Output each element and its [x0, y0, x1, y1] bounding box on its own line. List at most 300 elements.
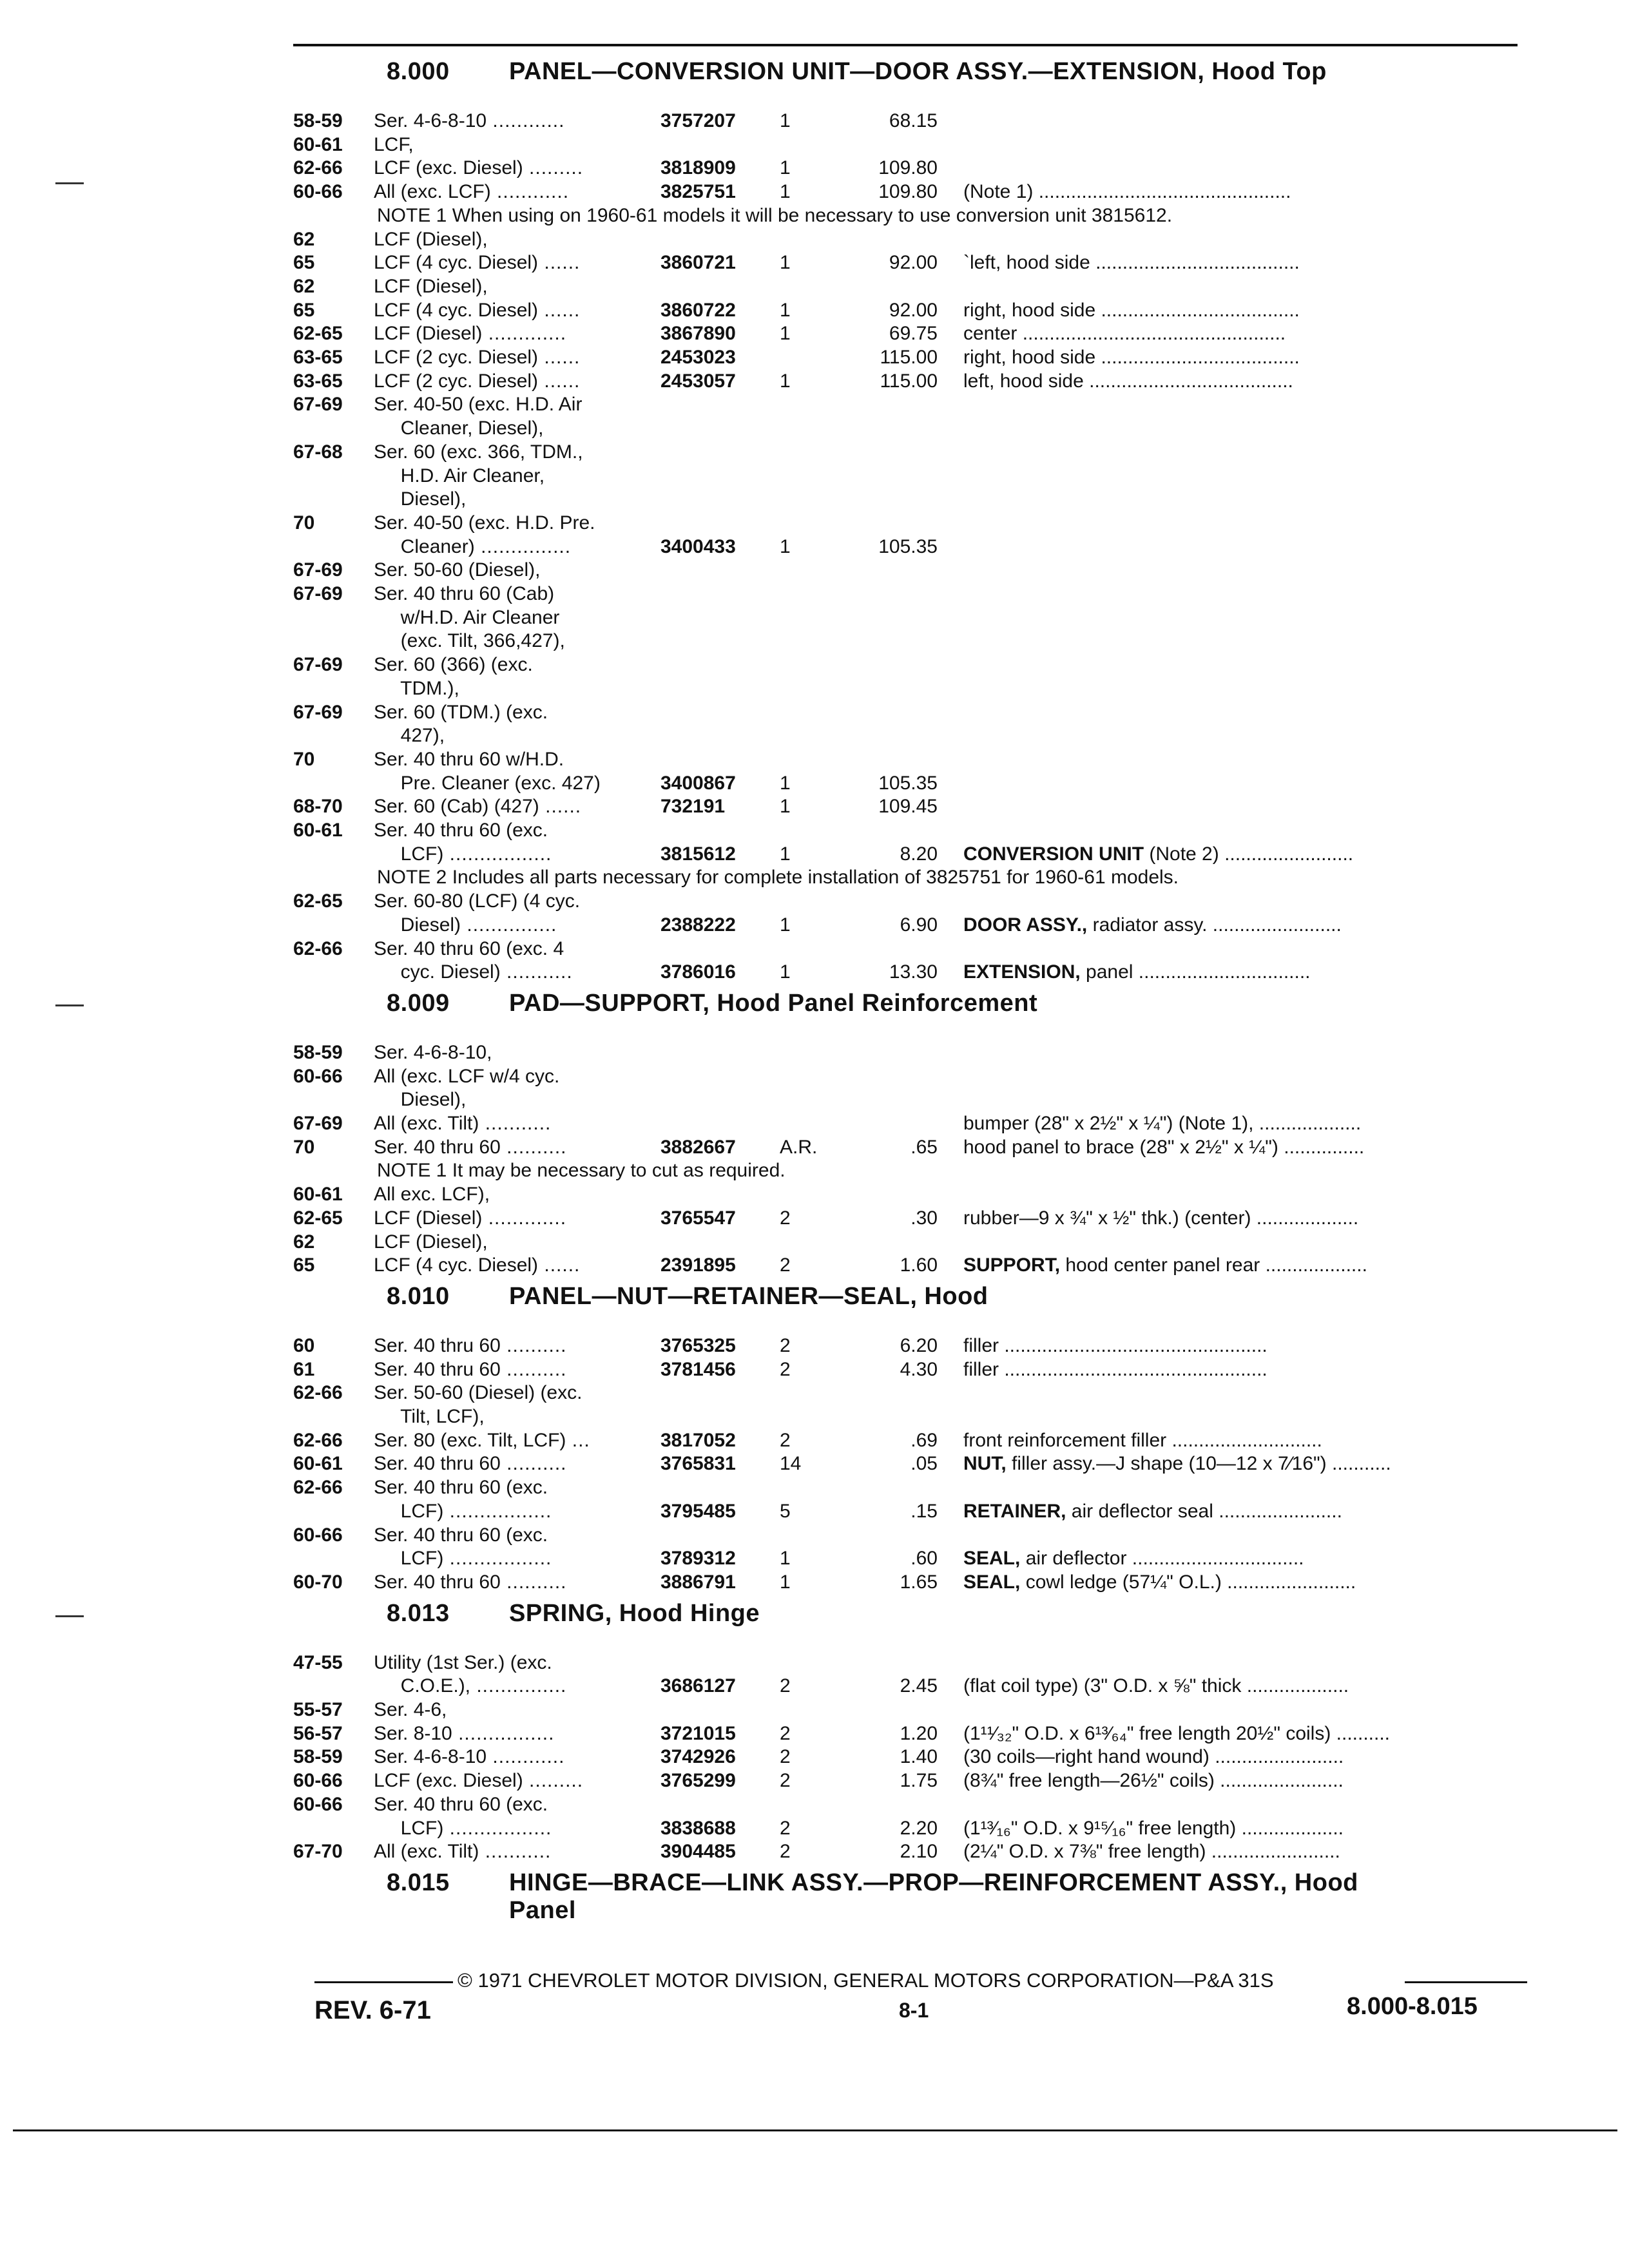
model-years: 67-69 — [293, 1113, 343, 1134]
parts-row — [0, 748, 1629, 771]
part-name: RETAINER, — [963, 1500, 1066, 1522]
part-description — [963, 843, 1353, 866]
leader-dots: .......... — [500, 1358, 567, 1380]
parts-row — [0, 512, 1629, 535]
model-text: Pre. Cleaner (exc. 427) — [374, 772, 601, 794]
footnote: NOTE 1 It may be necessary to cut as required. — [377, 1160, 786, 1182]
part-detail: (Note 1) ............................................... — [963, 181, 1291, 203]
model-application — [374, 417, 543, 440]
model-years: 60-66 — [293, 1065, 343, 1087]
model-years: 62 — [293, 275, 315, 297]
model-application — [374, 1817, 552, 1840]
model-text: LCF) — [374, 1817, 444, 1839]
model-application — [374, 1651, 552, 1675]
model-text: LCF (Diesel), — [374, 1231, 488, 1253]
parts-row — [0, 795, 1629, 818]
list-price: 92.00 — [889, 299, 938, 321]
model-years: 60-66 — [293, 1524, 343, 1546]
bottom-rule — [13, 2129, 1617, 2131]
parts-row — [0, 1112, 1629, 1135]
list-price: 68.15 — [889, 110, 938, 131]
model-years: 67-70 — [293, 1841, 343, 1863]
model-text: LCF (2 cyc. Diesel) — [374, 370, 539, 392]
model-text: Ser. 40 thru 60 — [374, 1358, 501, 1380]
model-years: 70 — [293, 512, 315, 533]
list-price: 1.75 — [900, 1770, 938, 1792]
quantity: 1 — [780, 110, 791, 131]
section-heading — [387, 1869, 1358, 1925]
model-text: All (exc. Tilt) — [374, 1113, 479, 1134]
part-description — [963, 180, 1291, 204]
model-application — [374, 1698, 447, 1722]
quantity: 1 — [780, 157, 791, 179]
list-price: 6.20 — [900, 1334, 938, 1356]
model-application — [374, 1500, 552, 1523]
part-number: 3882667 — [660, 1136, 736, 1158]
list-price: 1.60 — [900, 1254, 938, 1276]
part-detail: right, hood side ..................................... — [963, 347, 1300, 368]
list-price: 6.90 — [900, 914, 938, 936]
model-application — [374, 914, 557, 937]
model-years: 62-66 — [293, 1477, 343, 1499]
quantity: 2 — [780, 1429, 791, 1451]
model-application — [374, 795, 581, 818]
model-application — [374, 1405, 485, 1428]
model-text: Ser. 40 thru 60 — [374, 1571, 501, 1593]
footnote: NOTE 2 Includes all parts necessary for complete installation of 3825751 for 1960-61 models. — [377, 867, 1179, 889]
model-application — [374, 1041, 492, 1064]
model-text: LCF (Diesel) — [374, 1207, 483, 1229]
parts-row — [0, 1722, 1629, 1745]
section-title-continued: Panel — [509, 1896, 576, 1924]
footer-rule-right — [1405, 1981, 1527, 1983]
section-heading — [387, 58, 1327, 86]
model-application — [374, 133, 414, 157]
parts-row — [0, 1183, 1629, 1206]
model-years: 60 — [293, 1334, 315, 1356]
part-number: 3815612 — [660, 843, 736, 865]
section-number: 8.015 — [387, 1869, 450, 1896]
model-application — [374, 1207, 566, 1230]
model-years: 58-59 — [293, 1746, 343, 1768]
model-text: Ser. 8-10 — [374, 1722, 452, 1744]
section-number: 8.013 — [387, 1599, 450, 1627]
part-name: CONVERSION UNIT — [963, 843, 1144, 865]
parts-row — [0, 606, 1629, 629]
leader-dots: .......... — [500, 1136, 567, 1158]
part-detail: (8¾" free length—26½" coils) ....................... — [963, 1770, 1344, 1792]
parts-row — [0, 1452, 1629, 1475]
parts-row — [0, 1088, 1629, 1111]
model-application — [374, 1183, 490, 1206]
list-price: 69.75 — [889, 323, 938, 345]
model-years: 67-69 — [293, 394, 343, 416]
model-text: Ser. 40 thru 60 (exc. — [374, 1793, 548, 1815]
model-application — [374, 299, 580, 322]
quantity: 2 — [780, 1358, 791, 1380]
model-text: Ser. 40 thru 60 (Cab) — [374, 583, 555, 604]
list-price: 109.80 — [878, 157, 938, 179]
leader-dots: ...... — [538, 1254, 581, 1276]
quantity: 2 — [780, 1675, 791, 1697]
model-years: 65 — [293, 1254, 315, 1276]
section-number: 8.000 — [387, 58, 450, 85]
part-number: 3904485 — [660, 1841, 736, 1863]
part-description — [963, 299, 1300, 322]
model-text: w/H.D. Air Cleaner — [374, 606, 560, 628]
model-text: Utility (1st Ser.) (exc. — [374, 1651, 552, 1673]
model-text: LCF (Diesel), — [374, 228, 488, 250]
list-price: 8.20 — [900, 843, 938, 865]
margin-mark — [55, 1615, 84, 1617]
part-number: 3686127 — [660, 1675, 736, 1697]
margin-mark — [55, 1004, 84, 1006]
model-text: Cleaner, Diesel), — [374, 418, 544, 439]
model-years: 67-69 — [293, 701, 343, 723]
model-application — [374, 1088, 466, 1111]
section-number: 8.009 — [387, 989, 450, 1017]
list-price: 92.00 — [889, 252, 938, 274]
quantity: 1 — [780, 181, 791, 203]
model-application — [374, 1112, 551, 1135]
part-description — [963, 1254, 1367, 1277]
model-text: LCF, — [374, 133, 414, 155]
model-text: All (exc. LCF w/4 cyc. — [374, 1065, 560, 1087]
model-years: 62 — [293, 1231, 315, 1253]
model-text: LCF (4 cyc. Diesel) — [374, 252, 539, 274]
model-application — [374, 677, 459, 700]
section-number: 8.010 — [387, 1282, 450, 1310]
model-application — [374, 465, 545, 488]
quantity: 1 — [780, 370, 791, 392]
model-years: 67-68 — [293, 441, 343, 463]
part-detail: center ................................................. — [963, 323, 1286, 345]
model-application — [374, 937, 564, 961]
model-text: Ser. 40 thru 60 — [374, 1334, 501, 1356]
leader-dots: .......... — [500, 1334, 567, 1356]
model-text: Ser. 60 (366) (exc. — [374, 654, 533, 676]
part-detail: filler ................................................. — [963, 1334, 1268, 1356]
model-text: Cleaner) — [374, 535, 475, 557]
quantity: 2 — [780, 1770, 791, 1792]
quantity: A.R. — [780, 1136, 818, 1158]
parts-row — [0, 819, 1629, 842]
part-number: 3765831 — [660, 1453, 736, 1475]
model-years: 62 — [293, 228, 315, 250]
parts-row — [0, 677, 1629, 700]
section-title: SPRING, Hood Hinge — [509, 1599, 760, 1627]
model-application — [374, 1429, 590, 1452]
part-detail: rubber—9 x ¾" x ½" thk.) (center) ................... — [963, 1207, 1359, 1229]
model-application — [374, 582, 554, 606]
model-text: Ser. 40 thru 60 — [374, 1453, 501, 1475]
model-text: LCF (exc. Diesel) — [374, 157, 523, 179]
parts-row — [0, 890, 1629, 913]
list-price: .15 — [911, 1500, 938, 1522]
top-rule — [293, 44, 1518, 46]
model-years: 62-66 — [293, 1429, 343, 1451]
model-years: 60-61 — [293, 1184, 343, 1206]
part-number: 3825751 — [660, 181, 736, 203]
model-application — [374, 228, 488, 251]
parts-row — [0, 299, 1629, 322]
model-years: 47-55 — [293, 1651, 343, 1673]
parts-row — [0, 1769, 1629, 1792]
model-years: 60-61 — [293, 133, 343, 155]
part-detail: filler ................................................. — [963, 1358, 1268, 1380]
model-text: Ser. 60 (exc. 366, TDM., — [374, 441, 583, 463]
leader-dots: ........... — [500, 961, 573, 983]
leader-dots: ............. — [482, 1207, 567, 1229]
part-number: 3765299 — [660, 1770, 736, 1792]
part-detail: air deflector seal ....................... — [1066, 1500, 1342, 1522]
parts-row — [0, 322, 1629, 345]
list-price: .05 — [911, 1453, 938, 1475]
part-description — [963, 346, 1300, 369]
leader-dots: ................ — [452, 1722, 555, 1744]
model-text: Diesel) — [374, 914, 461, 936]
quantity: 2 — [780, 1207, 791, 1229]
leader-dots: ............... — [470, 1675, 567, 1697]
model-years: 58-59 — [293, 1041, 343, 1063]
part-description — [963, 1547, 1304, 1570]
parts-row — [0, 1698, 1629, 1722]
model-text: LCF (exc. Diesel) — [374, 1770, 523, 1792]
part-name: DOOR ASSY., — [963, 914, 1088, 936]
part-detail: `left, hood side ...................................... — [963, 252, 1300, 274]
model-application — [374, 157, 583, 180]
model-application — [374, 890, 580, 913]
quantity: 1 — [780, 961, 791, 983]
leader-dots: ........... — [479, 1841, 552, 1863]
section-heading — [387, 1600, 760, 1628]
model-text: LCF (Diesel) — [374, 323, 483, 345]
parts-row — [0, 1334, 1629, 1358]
part-number: 2388222 — [660, 914, 736, 936]
footer-section-range: 8.000-8.015 — [1347, 1993, 1478, 2020]
parts-row — [0, 535, 1629, 559]
part-name: SUPPORT, — [963, 1254, 1061, 1276]
model-application — [374, 322, 566, 345]
quantity: 2 — [780, 1817, 791, 1839]
parts-row — [0, 1254, 1629, 1277]
parts-row — [0, 465, 1629, 488]
part-description — [963, 961, 1311, 984]
model-text: Tilt, LCF), — [374, 1406, 485, 1427]
model-years: 62-65 — [293, 1207, 343, 1229]
leader-dots: ................. — [443, 1817, 552, 1839]
leader-dots: ... — [566, 1429, 590, 1451]
leader-dots: ................. — [443, 1500, 552, 1522]
model-application — [374, 1452, 567, 1475]
model-years: 60-66 — [293, 181, 343, 203]
part-description — [963, 1722, 1390, 1745]
model-application — [374, 1136, 567, 1159]
parts-row — [0, 133, 1629, 157]
model-years: 67-69 — [293, 654, 343, 676]
leader-dots: ...... — [539, 796, 582, 818]
part-description — [963, 1358, 1268, 1381]
parts-row — [0, 629, 1629, 653]
part-detail: (flat coil type) (3" O.D. x ⅝" thick ................... — [963, 1675, 1349, 1697]
part-detail: cowl ledge (57¼" O.L.) ........................ — [1020, 1571, 1356, 1593]
model-years: 60-66 — [293, 1793, 343, 1815]
model-application — [374, 1358, 567, 1381]
model-text: LCF (4 cyc. Diesel) — [374, 299, 539, 321]
quantity: 1 — [780, 914, 791, 936]
part-number: 3789312 — [660, 1548, 736, 1570]
model-text: All (exc. Tilt) — [374, 1841, 479, 1863]
model-text: Ser. 40 thru 60 (exc. — [374, 820, 548, 841]
model-text: LCF) — [374, 1548, 444, 1570]
leader-dots: ................. — [443, 1548, 552, 1570]
model-application — [374, 441, 583, 464]
model-years: 62-66 — [293, 1382, 343, 1404]
model-application — [374, 1840, 551, 1863]
list-price: .30 — [911, 1207, 938, 1229]
parts-row — [0, 1524, 1629, 1547]
parts-row — [0, 653, 1629, 677]
part-number: 3400867 — [660, 772, 736, 794]
leader-dots: ............... — [461, 914, 557, 936]
part-number: 2453057 — [660, 370, 736, 392]
model-application — [374, 346, 580, 369]
quantity: 1 — [780, 1548, 791, 1570]
parts-row — [0, 961, 1629, 984]
model-text: LCF (2 cyc. Diesel) — [374, 347, 539, 368]
model-application — [374, 1524, 548, 1547]
part-detail: (1¹³⁄₁₆" O.D. x 9¹⁵⁄₁₆" free length) ................... — [963, 1817, 1344, 1839]
model-text: LCF (4 cyc. Diesel) — [374, 1254, 539, 1276]
list-price: 4.30 — [900, 1358, 938, 1380]
part-number: 3757207 — [660, 110, 736, 131]
model-years: 60-61 — [293, 1453, 343, 1475]
model-text: Ser. 4-6, — [374, 1699, 447, 1720]
parts-row — [0, 937, 1629, 961]
section-title: PAD—SUPPORT, Hood Panel Reinforcement — [509, 989, 1038, 1017]
model-text: LCF) — [374, 1500, 444, 1522]
model-text: (exc. Tilt, 366,427), — [374, 630, 565, 652]
part-number: 3781456 — [660, 1358, 736, 1380]
list-price: 109.80 — [878, 181, 938, 203]
section-title: HINGE—BRACE—LINK ASSY.—PROP—REINFORCEMENT ASSY., Hood — [509, 1869, 1358, 1896]
model-years: 60-70 — [293, 1571, 343, 1593]
model-text: Ser. 50-60 (Diesel), — [374, 559, 541, 581]
model-years: 65 — [293, 252, 315, 274]
model-text: LCF) — [374, 843, 444, 865]
list-price: .65 — [911, 1136, 938, 1158]
model-text: Ser. 40 thru 60 (exc. — [374, 1477, 548, 1499]
part-detail: bumper (28" x 2½" x ¼") (Note 1), ................... — [963, 1113, 1362, 1134]
part-description — [963, 1136, 1364, 1159]
part-detail: front reinforcement filler ............................ — [963, 1429, 1322, 1451]
model-text: All (exc. LCF) — [374, 181, 491, 203]
leader-dots: .......... — [500, 1571, 567, 1593]
model-years: 67-69 — [293, 583, 343, 604]
model-application — [374, 1381, 582, 1405]
model-application — [374, 1675, 566, 1698]
parts-row — [0, 1675, 1629, 1698]
parts-row — [0, 1381, 1629, 1405]
model-text: Ser. 40 thru 60 (exc. — [374, 1524, 548, 1546]
part-detail: radiator assy. ........................ — [1087, 914, 1342, 936]
parts-row — [0, 1065, 1629, 1088]
model-years: 70 — [293, 748, 315, 770]
list-price: 1.65 — [900, 1571, 938, 1593]
list-price: .60 — [911, 1548, 938, 1570]
model-application — [374, 724, 445, 747]
list-price: 2.45 — [900, 1675, 938, 1697]
model-application — [374, 1065, 559, 1088]
parts-row — [0, 772, 1629, 795]
part-detail: (Note 2) ........................ — [1144, 843, 1354, 865]
parts-row — [0, 1041, 1629, 1064]
leader-dots: ...... — [538, 370, 581, 392]
model-years: 55-57 — [293, 1699, 343, 1720]
part-detail: hood center panel rear ................... — [1060, 1254, 1367, 1276]
parts-row — [0, 251, 1629, 274]
parts-row — [0, 1231, 1629, 1254]
part-number: 3400433 — [660, 535, 736, 557]
parts-row — [0, 393, 1629, 416]
model-application — [374, 748, 564, 771]
parts-row — [0, 1651, 1629, 1675]
part-description — [963, 1452, 1391, 1475]
model-text: Ser. 60 (TDM.) (exc. — [374, 701, 548, 723]
model-years: 56-57 — [293, 1722, 343, 1744]
part-description — [963, 1207, 1358, 1230]
model-years: 65 — [293, 299, 315, 321]
model-text: Ser. 80 (exc. Tilt, LCF) — [374, 1429, 566, 1451]
model-years: 61 — [293, 1358, 315, 1380]
model-text: Ser. 4-6-8-10 — [374, 1746, 487, 1768]
model-application — [374, 819, 548, 842]
section-title: PANEL—NUT—RETAINER—SEAL, Hood — [509, 1282, 988, 1310]
model-application — [374, 1334, 567, 1358]
model-application — [374, 1547, 552, 1570]
model-text: Ser. 40-50 (exc. H.D. Air — [374, 394, 583, 416]
quantity: 2 — [780, 1841, 791, 1863]
list-price: 2.10 — [900, 1841, 938, 1863]
model-application — [374, 1745, 564, 1769]
model-application — [374, 1722, 554, 1745]
model-application — [374, 701, 548, 724]
part-number: 732191 — [660, 796, 726, 818]
quantity: 2 — [780, 1254, 791, 1276]
model-text: Ser. 40 thru 60 w/H.D. — [374, 748, 564, 770]
quantity: 1 — [780, 796, 791, 818]
quantity: 1 — [780, 535, 791, 557]
quantity: 14 — [780, 1453, 802, 1475]
model-years: 62-65 — [293, 323, 343, 345]
parts-row — [0, 370, 1629, 393]
part-number: 3786016 — [660, 961, 736, 983]
parts-row — [0, 441, 1629, 464]
list-price: 13.30 — [889, 961, 938, 983]
model-years: 62-66 — [293, 157, 343, 179]
part-detail: hood panel to brace (28" x 2½" x ¼") ............... — [963, 1136, 1365, 1158]
section-heading — [387, 990, 1037, 1017]
part-number: 3860722 — [660, 299, 736, 321]
list-price: 1.40 — [900, 1746, 938, 1768]
model-application — [374, 251, 580, 274]
model-application — [374, 843, 552, 866]
quantity: 1 — [780, 323, 791, 345]
model-application — [374, 393, 582, 416]
part-number: 3860721 — [660, 252, 736, 274]
parts-row — [0, 1793, 1629, 1816]
part-description — [963, 1429, 1322, 1452]
